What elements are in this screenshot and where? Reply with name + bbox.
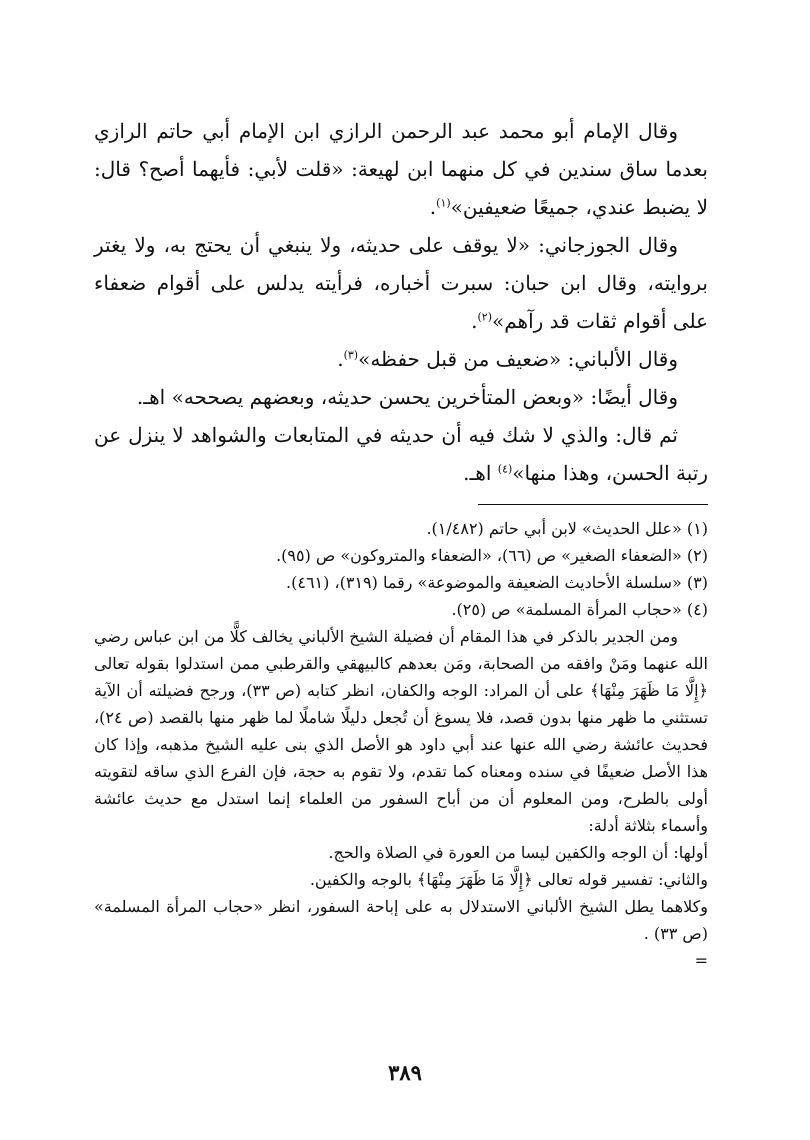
paragraph-4: وقال أيضًا: «وبعض المتأخرين يحسن حديثه، وبعضهم يصححه» اهـ. [136, 385, 678, 409]
book-page [94, 112, 708, 1102]
footnote-note-4: وكلاهما يطل الشيخ الألباني الاستدلال به على إباحة السفور، انظر «حجاب المرأة المسلمة» (ص ٣٣) . [94, 897, 708, 943]
paragraph-3 [94, 340, 708, 378]
continuation-mark: = [694, 951, 708, 970]
paragraph-5-text: ثم قال: والذي لا شك فيه أن حديثه في المتابعات والشواهد لا ينزل عن رتبة الحسن، وهذا منها» [94, 423, 708, 485]
paragraph-1-text: وقال الإمام أبو محمد عبد الرحمن الرازي ابن الإمام أبي حاتم الرازي بعدما ساق سندين في كل منهما ابن لهيعة: «قلت لأبي: فأيهما أصح؟ قال: لا يضبط عندي، جميعًا ضعيفين» [94, 119, 708, 219]
paragraph-2 [94, 226, 708, 340]
paragraph-1 [94, 112, 708, 226]
footnote-ref-4: (٤) [497, 462, 513, 476]
footnote-4: (٤) «حجاب المرأة المسلمة» ص (٢٥). [451, 600, 708, 619]
footnote-note-2: أولها: أن الوجه والكفين ليسا من العورة في الصلاة والحج. [328, 843, 708, 862]
paragraph-5 [94, 416, 708, 492]
footnote-ref-3: (٣) [343, 348, 359, 362]
paragraph-2-end: . [471, 309, 478, 333]
paragraph-3-text: وقال الألباني: «ضعيف من قبل حفظه» [358, 347, 678, 371]
footnote-ref-1: (١) [436, 196, 451, 210]
footnote-divider [478, 504, 708, 505]
footnote-ref-2: (٢) [477, 310, 492, 324]
footnote-note-1: ومن الجدير بالذكر في هذا المقام أن فضيلة الشيخ الألباني يخالف كلًّا من ابن عباس رضي الله عنهما ومَنْ وافقه من الصحابة، ومَن بعدهم كالبيهقي والقرطبي ممن استدلوا بقوله تعالى ﴿إِلَّا مَا ظَهَرَ مِنْهَا﴾ على أن المراد: الوجه والكفان، انظر كتابه (ص ٣٣)، ورجح فضيلته أن الآية تستثني ما ظهر منها بدون قصد، فلا يسوغ أن تُجعل دليلًا شاملًا لما ظهر منها بالقصد (ص ٢٤)، فحديث عائشة رضي الله عنها عند أبي داود هو الأصل الذي بنى عليه الشيخ مذهبه، وإذا كان هذا الأصل ضعيفًا في سنده ومعناه كما تقدم، ولا تقوم به حجة، فإن الفرع الذي ساقه لتقويته أولى بالطرح، ومن المعلوم أن من أباح السفور من العلماء إنما استدل مع حديث عائشة وأسماء بثلاثة أدلة: [94, 627, 708, 835]
footnotes [94, 515, 708, 974]
paragraph-2-text: وقال الجوزجاني: «لا يوقف على حديثه، ولا ينبغي أن يحتج به، ولا يغتر بروايته، وقال ابن حبان: سبرت أخباره، فرأيته يدلس على أقوام ضعفاء على أقوام ثقات قد رآهم» [94, 233, 708, 333]
footnote-2: (٢) «الضعفاء الصغير» ص (٦٦)، «الضعفاء والمتروكون» ص (٩٥). [276, 546, 708, 565]
paragraph-5-end: اهـ. [463, 461, 498, 485]
paragraph-3-end: . [337, 347, 344, 371]
footnote-1: (١) «علل الحديث» لابن أبي حاتم (١/٤٨٢). [426, 519, 708, 538]
paragraph-1-end: . [429, 195, 437, 219]
main-text [94, 112, 708, 492]
footnote-note-3: والثاني: تفسير قوله تعالى ﴿إِلَّا مَا ظَهَرَ مِنْهَا﴾ بالوجه والكفين. [309, 870, 708, 889]
page-number: ٣٨٩ [388, 1060, 422, 1085]
footnote-3: (٣) «سلسلة الأحاديث الضعيفة والموضوعة» رقما (٣١٩)، (٤٦١). [286, 573, 708, 592]
